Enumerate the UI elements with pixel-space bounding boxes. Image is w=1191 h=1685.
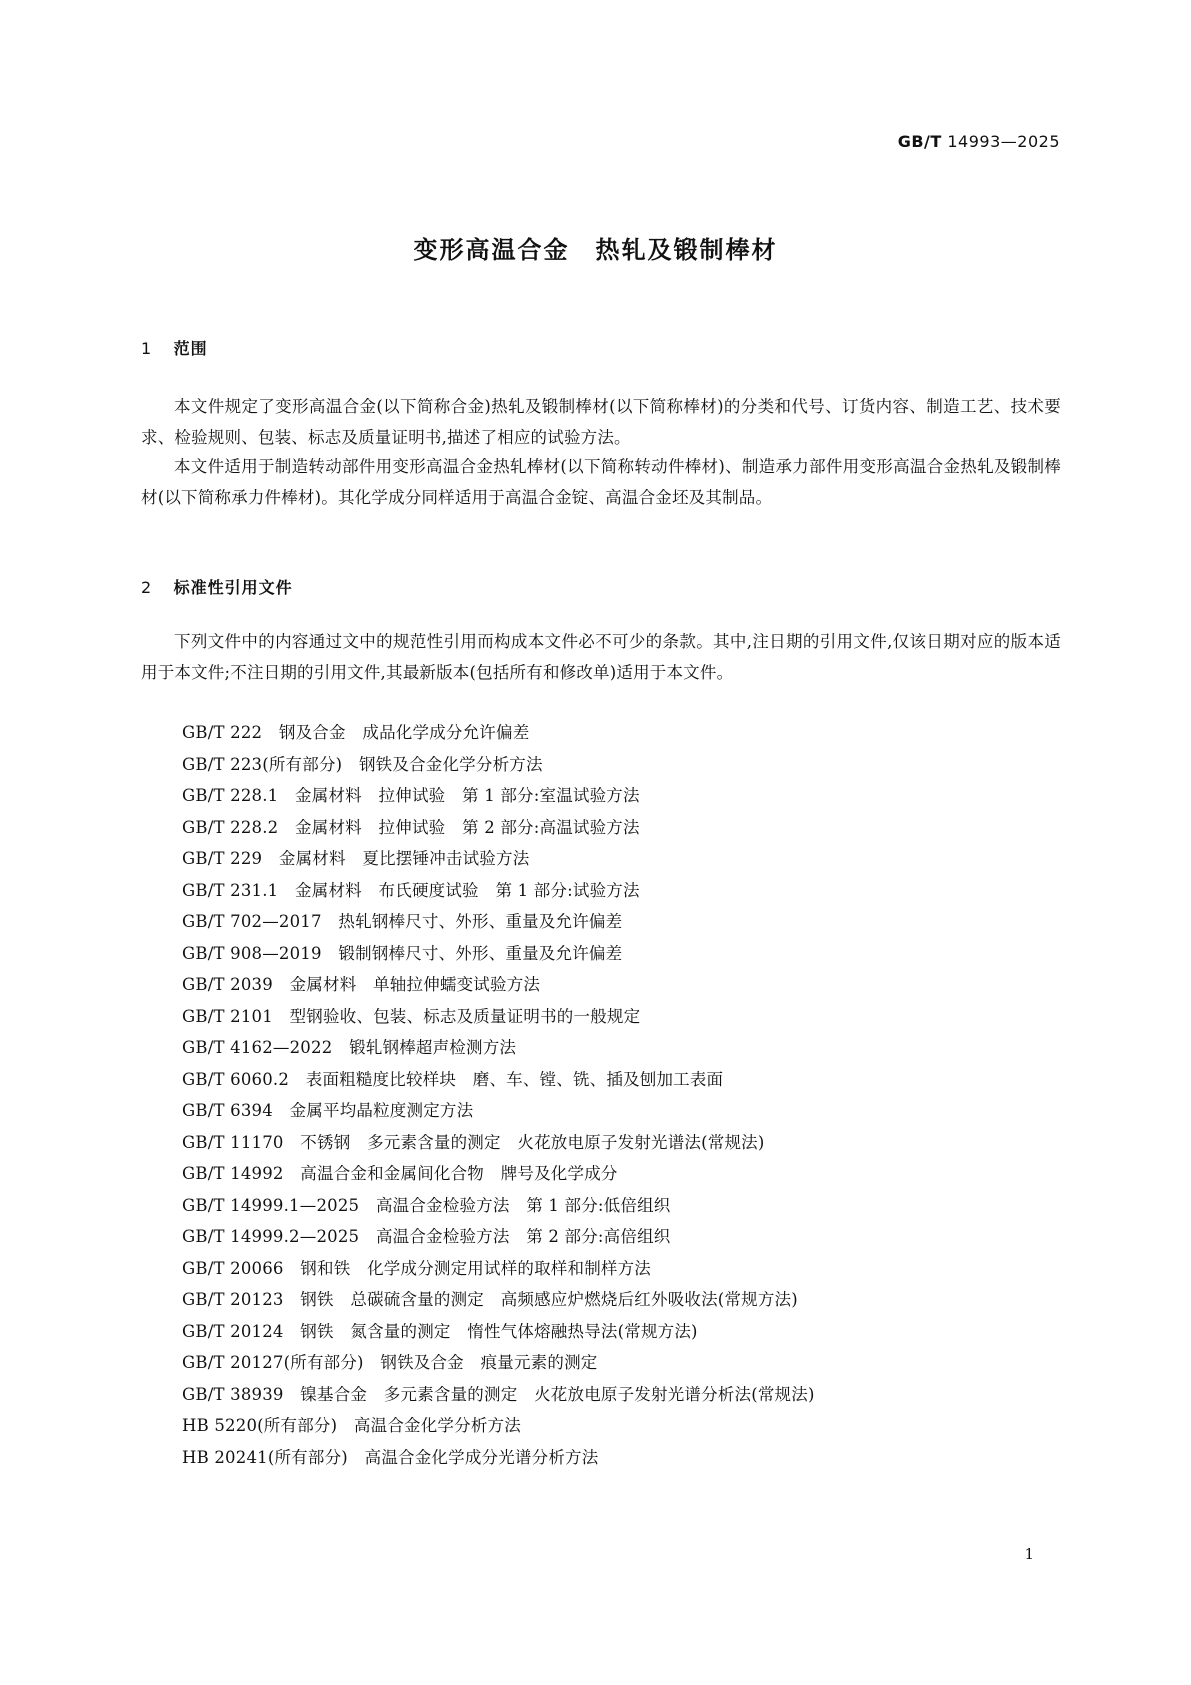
reference-item: GB/T 229 金属材料 夏比摆锤冲击试验方法 [182,849,530,868]
reference-item: GB/T 11170 不锈钢 多元素含量的测定 火花放电原子发射光谱法(常规法) [182,1132,765,1152]
page-number: 1 [1024,1545,1034,1563]
reference-item: GB/T 38939 镍基合金 多元素含量的测定 火花放电原子发射光谱分析法(常规法) [182,1384,815,1404]
reference-item: GB/T 2101 型钢验收、包装、标志及质量证明书的一般规定 [182,1006,641,1026]
reference-item: GB/T 4162—2022 锻轧钢棒超声检测方法 [182,1038,517,1057]
reference-item: GB/T 222 钢及合金 成品化学成分允许偏差 [182,723,530,742]
reference-item: GB/T 6394 金属平均晶粒度测定方法 [182,1101,474,1120]
reference-item: GB/T 2039 金属材料 单轴拉伸蠕变试验方法 [182,975,541,994]
section-2-intro: 下列文件中的内容通过文中的规范性引用而构成本文件必不可少的条款。其中,注日期的引用文件,仅该日期对应的版本适用于本文件;不注日期的引用文件,其最新版本(包括所有和修改单)适用于本文件。 [141,632,1061,682]
reference-item: GB/T 908—2019 锻制钢棒尺寸、外形、重量及允许偏差 [182,943,623,963]
reference-item: GB/T 223(所有部分) 钢铁及合金化学分析方法 [182,754,543,774]
section-1-number: 1 [141,339,153,358]
section-1-title: 范围 [173,339,208,358]
reference-item: GB/T 702—2017 热轧钢棒尺寸、外形、重量及允许偏差 [182,912,623,931]
document-title: 变形高温合金 热轧及锻制棒材 [413,236,778,264]
reference-item: GB/T 20066 钢和铁 化学成分测定用试样的取样和制样方法 [182,1258,652,1278]
reference-item: GB/T 20127(所有部分) 钢铁及合金 痕量元素的测定 [182,1353,598,1372]
standard-code: 14993—2025 [947,132,1060,151]
section-2-number: 2 [141,578,153,597]
normative-references-list [182,717,815,1473]
reference-item: HB 20241(所有部分) 高温合金化学成分光谱分析方法 [182,1447,599,1467]
section-1-heading [141,336,208,359]
standard-number [898,132,1060,151]
reference-item: GB/T 14999.2—2025 高温合金检验方法 第 2 部分:高倍组织 [182,1227,671,1246]
reference-item: GB/T 14992 高温合金和金属间化合物 牌号及化学成分 [182,1164,618,1183]
reference-item: HB 5220(所有部分) 高温合金化学分析方法 [182,1416,521,1435]
section-1-paragraph-2: 本文件适用于制造转动部件用变形高温合金热轧棒材(以下简称转动件棒材)、制造承力部件用变形高温合金热轧及锻制棒材(以下简称承力件棒材)。其化学成分同样适用于高温合金锭、高温合金坯及其制品。 [141,457,1061,507]
reference-item: GB/T 20123 钢铁 总碳硫含量的测定 高频感应炉燃烧后红外吸收法(常规方法) [182,1290,798,1309]
section-1-paragraph-1: 本文件规定了变形高温合金(以下简称合金)热轧及锻制棒材(以下简称棒材)的分类和代号、订货内容、制造工艺、技术要求、检验规则、包装、标志及质量证明书,描述了相应的试验方法。 [141,397,1061,447]
reference-item: GB/T 231.1 金属材料 布氏硬度试验 第 1 部分:试验方法 [182,880,640,900]
standard-prefix: GB/T [897,132,942,151]
reference-item: GB/T 6060.2 表面粗糙度比较样块 磨、车、镗、铣、插及刨加工表面 [182,1069,724,1089]
reference-item: GB/T 228.2 金属材料 拉伸试验 第 2 部分:高温试验方法 [182,817,640,837]
reference-item: GB/T 228.1 金属材料 拉伸试验 第 1 部分:室温试验方法 [182,786,640,805]
reference-item: GB/T 20124 钢铁 氮含量的测定 惰性气体熔融热导法(常规方法) [182,1321,698,1341]
section-2-title: 标准性引用文件 [173,578,293,597]
section-2-heading [141,575,293,598]
reference-item: GB/T 14999.1—2025 高温合金检验方法 第 1 部分:低倍组织 [182,1195,671,1215]
